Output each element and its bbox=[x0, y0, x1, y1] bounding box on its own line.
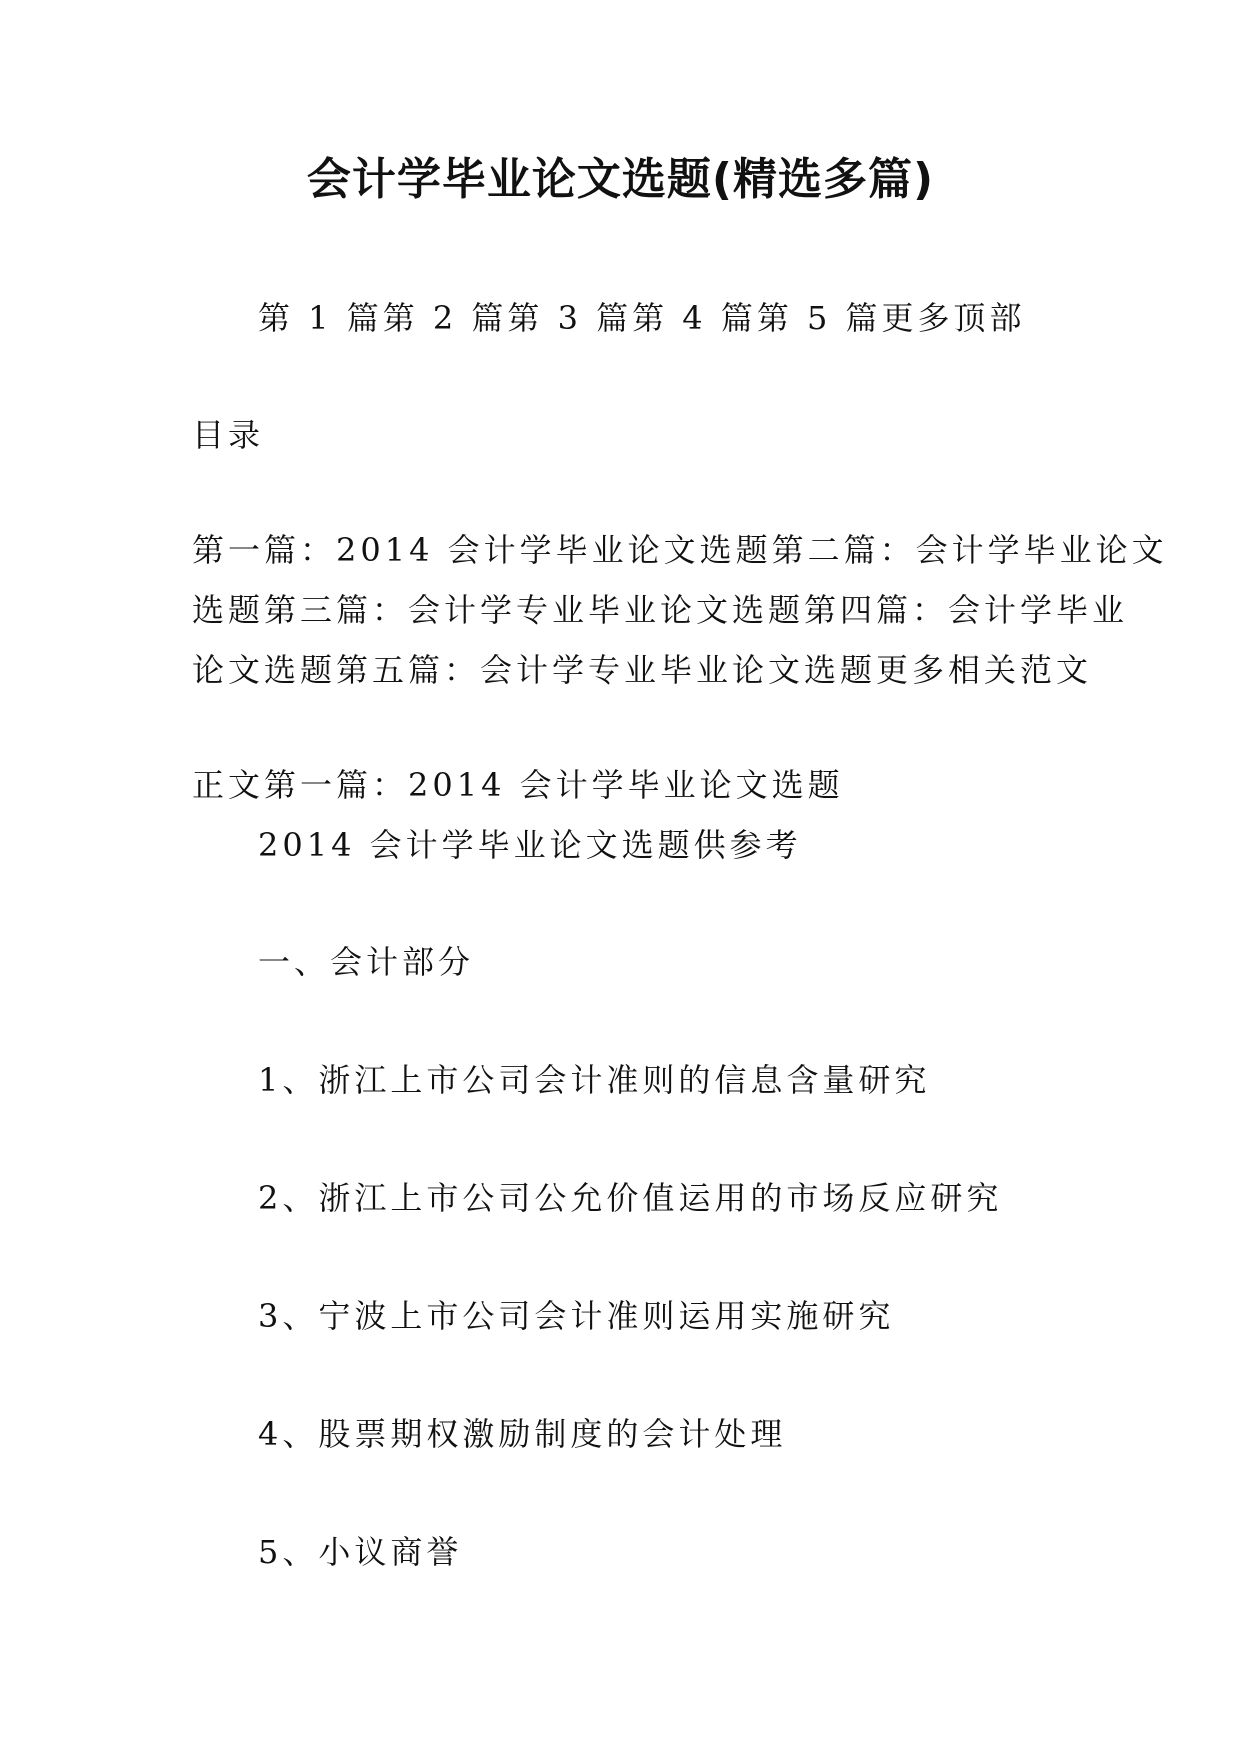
body-title: 正文第一篇：2014 会计学毕业论文选题 bbox=[192, 766, 844, 804]
list-item: 1、浙江上市公司会计准则的信息含量研究 bbox=[258, 1061, 931, 1099]
toc-line: 第一篇：2014 会计学毕业论文选题第二篇：会计学毕业论文 bbox=[192, 531, 1168, 569]
list-item: 3、宁波上市公司会计准则运用实施研究 bbox=[258, 1297, 895, 1335]
body-subtitle: 2014 会计学毕业论文选题供参考 bbox=[258, 826, 802, 864]
toc-line: 论文选题第五篇：会计学专业毕业论文选题更多相关范文 bbox=[192, 651, 1093, 689]
document-title: 会计学毕业论文选题(精选多篇) bbox=[306, 154, 935, 205]
toc-line: 选题第三篇：会计学专业毕业论文选题第四篇：会计学毕业 bbox=[192, 591, 1129, 629]
list-item: 4、股票期权激励制度的会计处理 bbox=[258, 1415, 787, 1453]
list-item: 5、小议商誉 bbox=[258, 1533, 463, 1571]
toc-label: 目录 bbox=[192, 416, 265, 454]
section-heading: 一、会计部分 bbox=[258, 943, 475, 981]
chapter-nav-line: 第 1 篇第 2 篇第 3 篇第 4 篇第 5 篇更多顶部 bbox=[258, 299, 1026, 337]
table-of-contents bbox=[192, 520, 1168, 700]
list-item: 2、浙江上市公司公允价值运用的市场反应研究 bbox=[258, 1179, 1003, 1217]
